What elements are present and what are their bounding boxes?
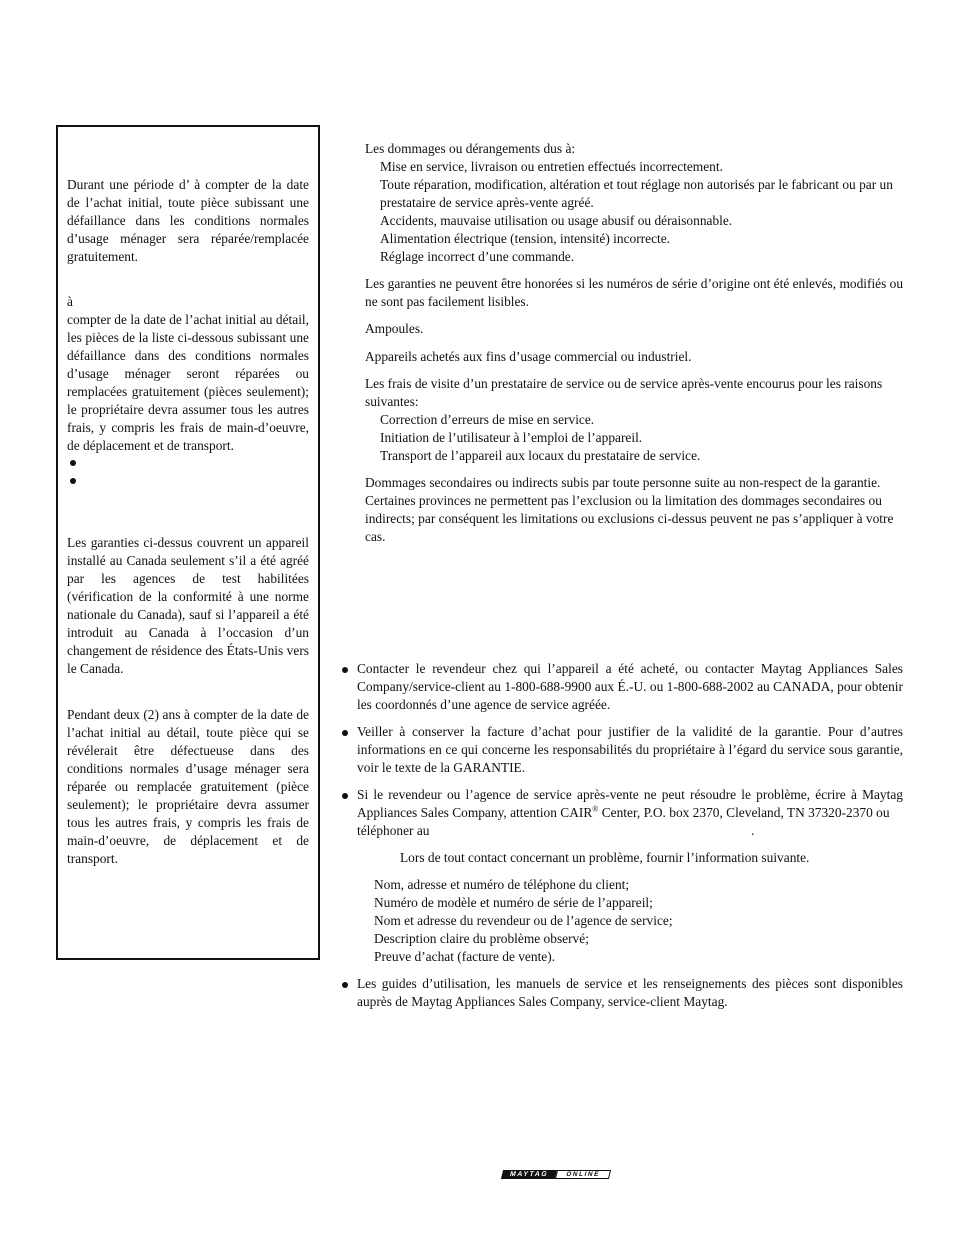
bulbs-paragraph: Ampoules. bbox=[365, 321, 424, 336]
bullet-marker bbox=[342, 786, 352, 804]
keep-receipt-paragraph: Veiller à conserver la facture d’achat pour justifier de la validité de la garantie. Pour d’autres informations en ce qui concerne les responsabilités du propriétaire à l’égard du service sous garantie, voir le texte de la GARANTIE. bbox=[357, 724, 903, 775]
canada-warranty-paragraph: Les garanties ci-dessus couvrent un appareil installé au Canada seulement s’il a été agréé par les agences de test habilitées (vérification de la conformité à une norme nationale du Canada), sauf si l’appareil a été introduit au Canada à l’occasion d’un changement de résidence des États-Unis vers le Canada. bbox=[67, 535, 309, 676]
logo-maytag-text: MAYTAG bbox=[501, 1170, 557, 1179]
full-warranty-paragraph: Durant une période d’ à compter de la date de l’achat initial, toute pièce subissant une défaillance dans les conditions normales d’usage ménager sera réparée/remplacée gratuitement. bbox=[67, 177, 309, 264]
visit-fees-paragraph: Les frais de visite d’un prestataire de service ou de service après-vente encourus pour les raisons suivantes: bbox=[365, 376, 883, 409]
bullet-dot-icon bbox=[70, 460, 76, 466]
visit-fee-item: Initiation de l’utilisateur à l’emploi de l’appareil. bbox=[380, 430, 643, 445]
bullet-dot-icon bbox=[342, 667, 348, 673]
warranty-box bbox=[56, 125, 320, 960]
exclusions-intro: Les dommages ou dérangements dus à: bbox=[365, 141, 576, 156]
serial-number-paragraph: Les garanties ne peuvent être honorées si les numéros de série d’origine ont été enlevés, modifiés ou ne sont pas facilement lisibles. bbox=[365, 276, 904, 309]
secondary-damages-paragraph: Dommages secondaires ou indirects subis par toute personne suite au non-respect de la garantie. Certaines provinces ne permettent pas l’exclusion ou la limitation des dommages secondaires ou indirects; par conséquent les limitations ou exclusions ci-dessus peuvent ne pas s’appliquer à votre cas. bbox=[365, 475, 894, 544]
bullet-marker bbox=[342, 723, 352, 741]
write-maytag-paragraph bbox=[357, 786, 903, 822]
exclusion-item: Toute réparation, modification, altération et tout réglage non autorisés par le fabricant ou par un prestataire de service après-vente agréé. bbox=[380, 177, 893, 210]
bullet-marker bbox=[342, 660, 352, 678]
write-maytag-text-cont: Center, P.O. box 2370, Cleveland, TN 37320-2370 ou bbox=[598, 805, 890, 820]
contact-dealer-paragraph: Contacter le revendeur chez qui l’appareil a été acheté, ou contacter Maytag Appliances Sales Company/service-client au 1-800-688-9900 aux É.-U. ou 1-800-688-2002 au CANADA, pour obtenir les coordonnés d’une agence de service agréée. bbox=[357, 661, 903, 712]
exclusion-item: Accidents, mauvaise utilisation ou usage abusif ou déraisonnable. bbox=[380, 213, 733, 228]
contact-info-item: Description claire du problème observé; bbox=[374, 931, 589, 946]
commercial-use-paragraph: Appareils achetés aux fins d’usage commercial ou industriel. bbox=[365, 349, 692, 364]
visit-fee-item: Correction d’erreurs de mise en service. bbox=[380, 412, 595, 427]
bullet-dot-icon bbox=[342, 793, 348, 799]
phone-line: téléphoner au bbox=[357, 823, 430, 838]
exclusion-item: Réglage incorrect d’une commande. bbox=[380, 249, 575, 264]
bullet-dot-icon bbox=[70, 478, 76, 484]
contact-info-intro: Lors de tout contact concernant un problème, fournir l’information suivante. bbox=[400, 850, 810, 865]
bullet-item bbox=[67, 453, 87, 471]
contact-info-item: Nom et adresse du revendeur ou de l’agence de service; bbox=[374, 913, 673, 928]
exclusion-item: Mise en service, livraison ou entretien effectués incorrectement. bbox=[380, 159, 723, 174]
contact-info-item: Numéro de modèle et numéro de série de l’appareil; bbox=[374, 895, 653, 910]
contact-info-item: Nom, adresse et numéro de téléphone du client; bbox=[374, 877, 630, 892]
visit-fee-item: Transport de l’appareil aux locaux du prestataire de service. bbox=[380, 448, 701, 463]
manuals-paragraph: Les guides d’utilisation, les manuels de service et les renseignements des pièces sont disponibles auprès de Maytag Appliances Sales Company, service-client Maytag. bbox=[357, 976, 903, 1009]
phone-line-end: . bbox=[751, 823, 755, 838]
bullet-marker bbox=[342, 975, 352, 993]
limited-warranty-paragraph: compter de la date de l’achat initial au détail, les pièces de la liste ci-dessous subissant une défaillance dans des conditions normales d’usage ménager seront réparées ou remplacées gratuitement (pièces seulement); le propriétaire devra assumer tous les autres frais, y compris les frais de main-d’oeuvre, de déplacement et de transport. bbox=[67, 312, 309, 453]
exclusion-item: Alimentation électrique (tension, intensité) incorrecte. bbox=[380, 231, 671, 246]
logo-online-text: ONLINE bbox=[555, 1170, 611, 1179]
registered-mark: ® bbox=[592, 804, 599, 814]
maytag-online-logo bbox=[501, 1170, 611, 1179]
bullet-item bbox=[67, 471, 87, 489]
bullet-dot-icon bbox=[342, 730, 348, 736]
bullet-dot-icon bbox=[342, 982, 348, 988]
limited-warranty-lead: à bbox=[67, 294, 73, 309]
write-maytag-text: Si le revendeur ou l’agence de service après-vente ne peut résoudre le problème, écrire à Maytag Appliances Sales Company, attention CAIR bbox=[357, 787, 903, 820]
two-year-warranty-paragraph: Pendant deux (2) ans à compter de la date de l’achat initial au détail, toute pièce qui se révélerait être défectueuse dans des conditions normales d’usage ménager sera réparée ou remplacée gratuitement (pièce seulement); le propriétaire devra assumer tous les autres frais, y compris les frais de main-d’oeuvre, de déplacement et de transport. bbox=[67, 707, 309, 866]
contact-info-item: Preuve d’achat (facture de vente). bbox=[374, 949, 556, 964]
